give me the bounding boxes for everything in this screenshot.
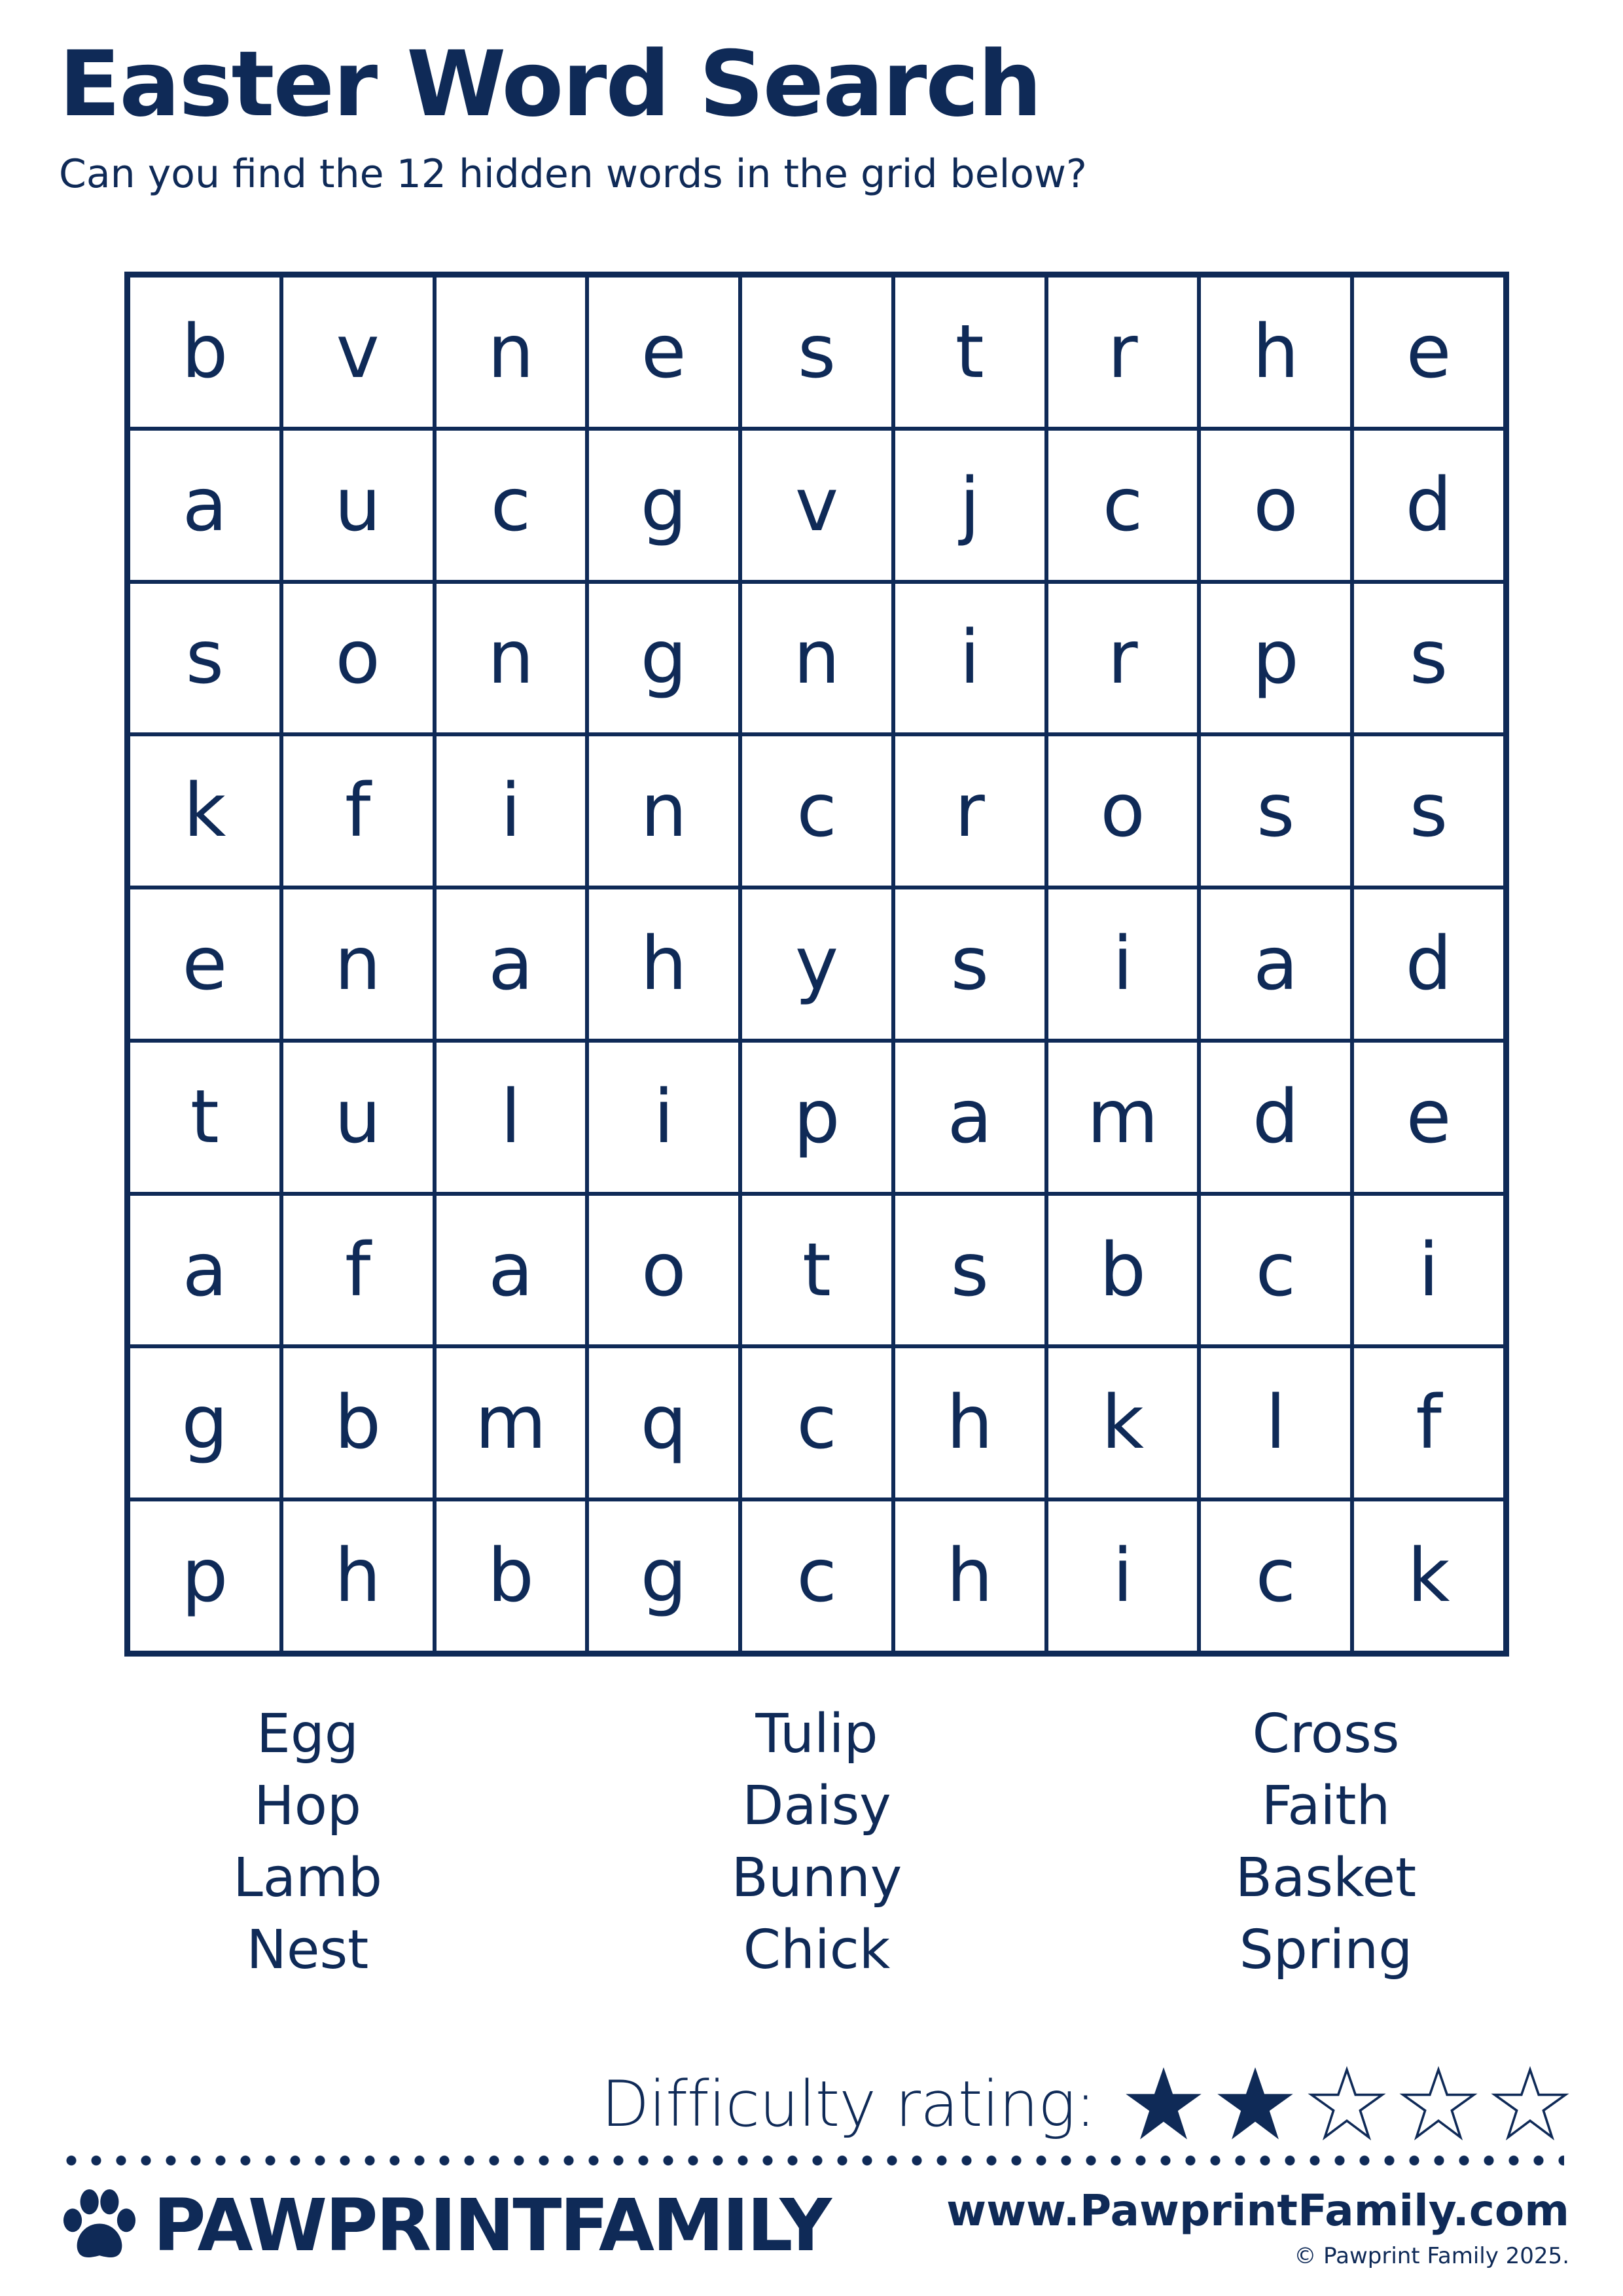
word-list-item: Nest — [246, 1919, 369, 1981]
grid-cell[interactable]: s — [1199, 734, 1352, 888]
grid-cell[interactable]: r — [1046, 582, 1200, 735]
star-filled-icon — [1124, 2065, 1203, 2144]
word-list-item: Faith — [1261, 1775, 1391, 1837]
website-link[interactable]: www.PawprintFamily.com — [946, 2185, 1569, 2236]
grid-cell[interactable]: b — [281, 1346, 435, 1499]
grid-cell[interactable]: k — [128, 734, 281, 888]
difficulty-rating — [601, 2062, 1569, 2147]
grid-cell[interactable]: h — [893, 1346, 1046, 1499]
grid-cell[interactable]: m — [1046, 1041, 1200, 1194]
grid-cell[interactable]: a — [128, 1194, 281, 1347]
grid-cell[interactable]: d — [1352, 429, 1505, 582]
grid-cell[interactable]: u — [281, 429, 435, 582]
grid-cell[interactable]: p — [1199, 582, 1352, 735]
grid-cell[interactable]: b — [128, 276, 281, 429]
grid-cell[interactable]: g — [587, 429, 740, 582]
grid-cell[interactable]: p — [740, 1041, 893, 1194]
word-list-column — [1143, 1698, 1509, 1986]
grid-cell[interactable]: c — [740, 1346, 893, 1499]
grid-cell[interactable]: c — [1199, 1194, 1352, 1347]
grid-cell[interactable]: b — [435, 1499, 588, 1653]
grid-cell[interactable]: r — [893, 734, 1046, 888]
word-list-item: Chick — [743, 1919, 891, 1981]
grid-cell[interactable]: l — [435, 1041, 588, 1194]
grid-cell[interactable]: q — [587, 1346, 740, 1499]
difficulty-stars — [1111, 2065, 1569, 2144]
grid-cell[interactable]: i — [435, 734, 588, 888]
grid-cell[interactable]: k — [1046, 1346, 1200, 1499]
grid-cell[interactable]: f — [281, 1194, 435, 1347]
paw-icon — [58, 2187, 141, 2264]
grid-cell[interactable]: s — [128, 582, 281, 735]
grid-cell[interactable]: n — [740, 582, 893, 735]
grid-cell[interactable]: e — [1352, 1041, 1505, 1194]
grid-cell[interactable]: c — [1046, 429, 1200, 582]
word-list-item: Basket — [1235, 1847, 1417, 1909]
word-list-column — [124, 1698, 491, 1986]
difficulty-label: Difficulty rating: — [601, 2068, 1096, 2141]
grid-cell[interactable]: j — [893, 429, 1046, 582]
grid-cell[interactable]: v — [281, 276, 435, 429]
grid-cell[interactable]: a — [435, 888, 588, 1041]
word-list-item: Bunny — [731, 1847, 902, 1909]
grid-cell[interactable]: e — [128, 888, 281, 1041]
grid-cell[interactable]: n — [281, 888, 435, 1041]
word-list-item: Cross — [1252, 1703, 1400, 1765]
grid-cell[interactable]: h — [587, 888, 740, 1041]
grid-cell[interactable]: n — [435, 276, 588, 429]
word-list-column — [633, 1698, 1000, 1986]
grid-cell[interactable]: g — [587, 582, 740, 735]
grid-cell[interactable]: s — [740, 276, 893, 429]
grid-cell[interactable]: b — [1046, 1194, 1200, 1347]
copyright-notice: © Pawprint Family 2025. — [1294, 2243, 1569, 2269]
grid-cell[interactable]: m — [435, 1346, 588, 1499]
grid-cell[interactable]: c — [1199, 1499, 1352, 1653]
grid-cell[interactable]: o — [281, 582, 435, 735]
grid-cell[interactable]: a — [128, 429, 281, 582]
grid-cell[interactable]: r — [1046, 276, 1200, 429]
grid-cell[interactable]: f — [281, 734, 435, 888]
star-empty-icon — [1491, 2065, 1569, 2144]
grid-cell[interactable]: s — [893, 1194, 1046, 1347]
brand-logo — [58, 2183, 830, 2268]
word-list-item: Lamb — [233, 1847, 382, 1909]
grid-cell[interactable]: o — [587, 1194, 740, 1347]
grid-cell[interactable]: u — [281, 1041, 435, 1194]
star-empty-icon — [1399, 2065, 1478, 2144]
grid-cell[interactable]: i — [587, 1041, 740, 1194]
grid-cell[interactable]: n — [587, 734, 740, 888]
word-search-grid — [124, 272, 1509, 1657]
grid-cell[interactable]: n — [435, 582, 588, 735]
word-list-item: Daisy — [742, 1775, 891, 1837]
grid-cell[interactable]: a — [893, 1041, 1046, 1194]
page-title: Easter Word Search — [59, 31, 1041, 137]
grid-cell[interactable]: o — [1199, 429, 1352, 582]
word-list — [124, 1698, 1509, 2000]
grid-cell[interactable]: i — [1046, 1499, 1200, 1653]
grid-cell[interactable]: o — [1046, 734, 1200, 888]
grid-cell[interactable]: c — [435, 429, 588, 582]
grid-cell[interactable]: e — [1352, 276, 1505, 429]
grid-cell[interactable]: e — [587, 276, 740, 429]
grid-cell[interactable]: d — [1352, 888, 1505, 1041]
grid-cell[interactable]: c — [740, 734, 893, 888]
grid-cell[interactable]: k — [1352, 1499, 1505, 1653]
grid-cell[interactable]: a — [435, 1194, 588, 1347]
grid-cell[interactable]: i — [1352, 1194, 1505, 1347]
grid-cell[interactable]: p — [128, 1499, 281, 1653]
grid-cell[interactable]: s — [1352, 582, 1505, 735]
word-list-item: Hop — [254, 1775, 361, 1837]
grid-cell[interactable]: i — [893, 582, 1046, 735]
grid-cell[interactable]: t — [128, 1041, 281, 1194]
grid-cell[interactable]: c — [740, 1499, 893, 1653]
star-empty-icon — [1308, 2065, 1386, 2144]
brand-name: PAWPRINTFAMILY — [153, 2183, 830, 2267]
grid-cell[interactable]: f — [1352, 1346, 1505, 1499]
grid-cell[interactable]: g — [128, 1346, 281, 1499]
grid-cell[interactable]: h — [281, 1499, 435, 1653]
grid-cell[interactable]: a — [1199, 888, 1352, 1041]
grid-cell[interactable]: l — [1199, 1346, 1352, 1499]
word-list-item: Spring — [1239, 1919, 1413, 1981]
page-subtitle: Can you find the 12 hidden words in the grid below? — [59, 151, 1087, 197]
star-filled-icon — [1216, 2065, 1294, 2144]
grid-cell[interactable]: s — [1352, 734, 1505, 888]
grid-cell[interactable]: g — [587, 1499, 740, 1653]
grid-cell[interactable]: t — [740, 1194, 893, 1347]
grid-cell[interactable]: h — [1199, 276, 1352, 429]
grid-cell[interactable]: i — [1046, 888, 1200, 1041]
grid-cell[interactable]: d — [1199, 1041, 1352, 1194]
grid-cell[interactable]: s — [893, 888, 1046, 1041]
word-list-item: Egg — [257, 1703, 359, 1765]
word-list-item: Tulip — [755, 1703, 878, 1765]
grid-cell[interactable]: y — [740, 888, 893, 1041]
dotted-divider — [59, 2155, 1564, 2166]
grid-cell[interactable]: v — [740, 429, 893, 582]
grid-cell[interactable]: h — [893, 1499, 1046, 1653]
grid-cell[interactable]: t — [893, 276, 1046, 429]
